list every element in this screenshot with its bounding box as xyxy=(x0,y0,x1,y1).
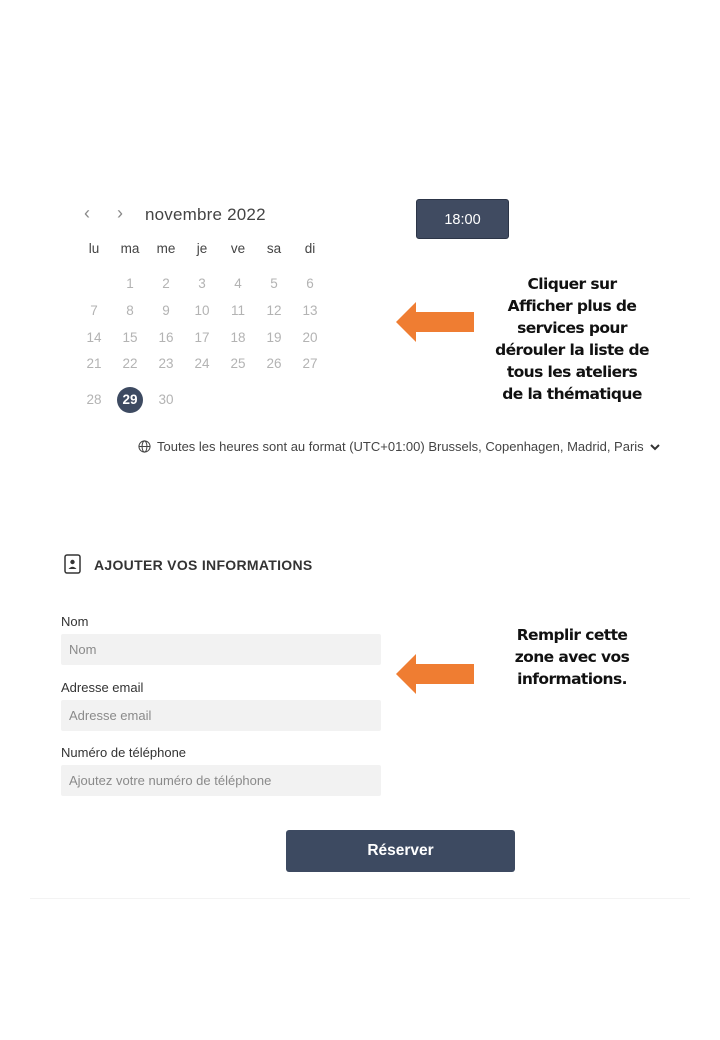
calendar-day[interactable]: 2 xyxy=(162,276,170,291)
calendar-day[interactable]: 20 xyxy=(302,330,318,345)
prev-month-button[interactable]: ‹ xyxy=(84,203,90,223)
month-title: novembre 2022 xyxy=(145,205,266,224)
weekday-label: lu xyxy=(88,241,100,256)
next-month-button[interactable]: › xyxy=(117,203,123,223)
calendar-day[interactable]: 1 xyxy=(126,276,134,291)
divider xyxy=(30,898,690,899)
weekday-label: di xyxy=(304,241,316,256)
calendar-day[interactable]: 6 xyxy=(306,276,314,291)
arrow-left-icon xyxy=(396,654,476,694)
calendar-day[interactable]: 18 xyxy=(230,330,246,345)
timezone-selector[interactable] xyxy=(138,439,660,454)
calendar-day[interactable]: 17 xyxy=(194,330,210,345)
phone-input[interactable] xyxy=(61,765,381,796)
calendar-day-selected[interactable]: 29 xyxy=(112,387,148,413)
chevron-down-icon xyxy=(650,443,660,451)
calendar-day[interactable]: 22 xyxy=(122,356,138,371)
callout-line: Remplir cette xyxy=(516,626,628,644)
callout-line: zone avec vos xyxy=(514,648,630,666)
calendar-day[interactable]: 16 xyxy=(158,330,174,345)
weekday-label: ma xyxy=(120,241,140,256)
calendar-day[interactable]: 24 xyxy=(194,356,210,371)
weekday-label: ve xyxy=(230,241,246,256)
callout-services xyxy=(486,273,658,405)
callout-fill-info xyxy=(492,624,652,690)
reserve-button[interactable]: Réserver xyxy=(286,830,515,872)
globe-icon xyxy=(138,440,151,453)
calendar-day[interactable]: 25 xyxy=(230,356,246,371)
contact-card-icon xyxy=(64,554,81,574)
calendar-day[interactable]: 8 xyxy=(126,303,134,318)
time-slot-button[interactable]: 18:00 xyxy=(416,199,509,239)
calendar-day[interactable]: 27 xyxy=(302,356,318,371)
weekday-label: me xyxy=(156,241,176,256)
weekday-label: sa xyxy=(266,241,282,256)
section-title: AJOUTER VOS INFORMATIONS xyxy=(94,557,313,573)
calendar-day[interactable]: 5 xyxy=(270,276,278,291)
calendar-day[interactable]: 11 xyxy=(230,303,245,318)
callout-line: services pour xyxy=(517,319,627,337)
arrow-left-icon xyxy=(396,302,476,342)
calendar-day[interactable]: 7 xyxy=(90,303,98,318)
name-label: Nom xyxy=(61,614,89,629)
name-input[interactable] xyxy=(61,634,381,665)
calendar-day[interactable]: 3 xyxy=(198,276,206,291)
callout-line: Afficher plus de xyxy=(507,297,637,315)
calendar-day[interactable]: 10 xyxy=(194,303,210,318)
weekday-label: je xyxy=(196,241,208,256)
calendar-day[interactable]: 4 xyxy=(234,276,242,291)
callout-line: de la thématique xyxy=(502,385,642,403)
calendar-day[interactable]: 13 xyxy=(302,303,318,318)
calendar-day[interactable]: 9 xyxy=(162,303,170,318)
calendar-day[interactable]: 23 xyxy=(158,356,174,371)
timezone-text: Toutes les heures sont au format (UTC+01:00) Brussels, Copenhagen, Madrid, Paris xyxy=(157,439,644,454)
calendar-day[interactable]: 19 xyxy=(266,330,282,345)
calendar-day[interactable]: 21 xyxy=(86,356,102,371)
email-label: Adresse email xyxy=(61,680,144,695)
email-input[interactable] xyxy=(61,700,381,731)
calendar-day[interactable]: 12 xyxy=(266,303,282,318)
calendar-day[interactable]: 30 xyxy=(158,392,174,407)
calendar-day[interactable]: 15 xyxy=(122,330,138,345)
callout-line: tous les ateliers xyxy=(506,363,638,381)
callout-line: Cliquer sur xyxy=(527,275,617,293)
calendar-day[interactable]: 26 xyxy=(266,356,282,371)
callout-line: informations. xyxy=(517,670,627,688)
callout-line: dérouler la liste de xyxy=(495,341,649,359)
phone-label: Numéro de téléphone xyxy=(61,745,187,760)
calendar-grid xyxy=(76,0,328,420)
calendar-day[interactable]: 28 xyxy=(86,392,102,407)
calendar-day[interactable]: 14 xyxy=(86,330,102,345)
